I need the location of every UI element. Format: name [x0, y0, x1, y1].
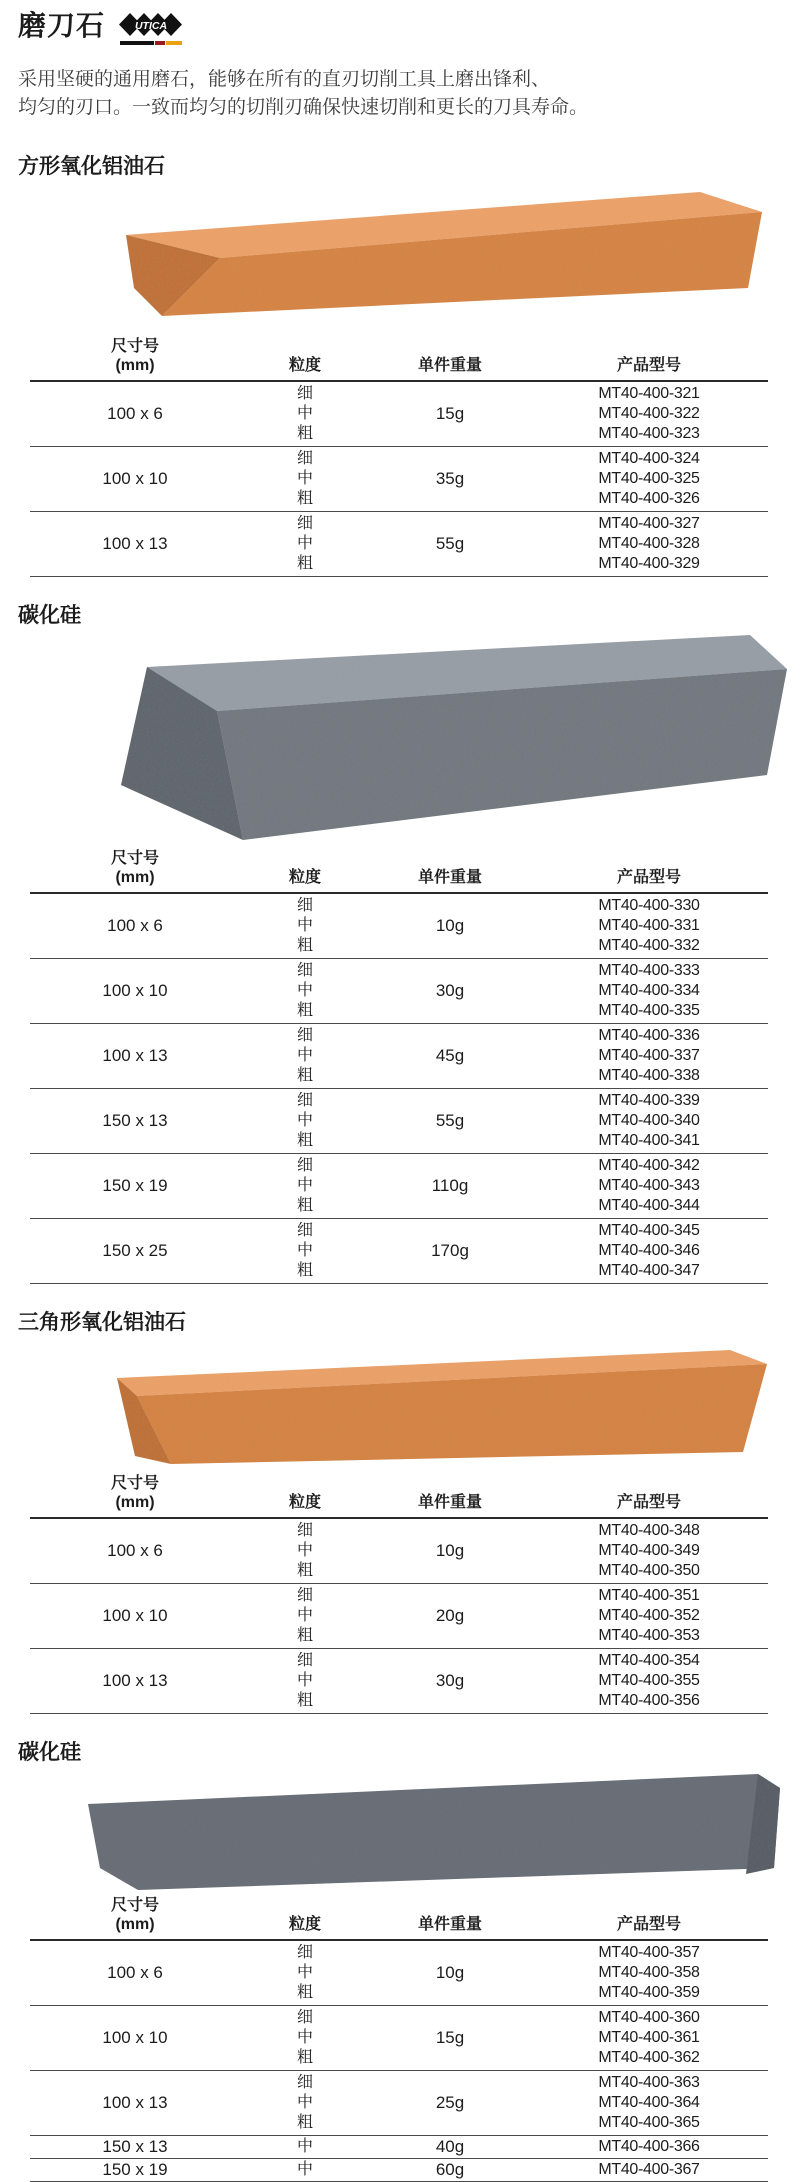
weight-cell: 25g — [435, 2093, 465, 2112]
size-cell: 150 x 19 — [102, 2160, 168, 2179]
description-line-1: 采用坚硬的通用磨石，能够在所有的直刃切削工具上磨出锋利、 — [18, 69, 551, 90]
product-table-square-alumina — [30, 337, 768, 577]
weight-cell: 55g — [435, 1111, 465, 1130]
table-header — [30, 337, 768, 381]
table-body — [30, 1518, 768, 1714]
product-table-triangular-alumina — [30, 1474, 768, 1714]
svg-text:UTICA: UTICA — [134, 20, 168, 32]
product-group-row — [30, 1089, 768, 1154]
weight-cell: 10g — [435, 1963, 465, 1982]
product-group-row — [30, 447, 768, 512]
product-number-cell: MT40-400-321 MT40-400-322 MT40-400-323 — [598, 385, 700, 442]
product-number-cell: MT40-400-348 MT40-400-349 MT40-400-350 — [598, 1522, 700, 1579]
product-number-cell: MT40-400-333 MT40-400-334 MT40-400-335 — [598, 962, 700, 1019]
size-cell: 100 x 6 — [107, 404, 163, 423]
product-number-cell: MT40-400-363 MT40-400-364 MT40-400-365 — [598, 2074, 700, 2131]
section-title-square-alumina: 方形氧化铝油石 — [18, 155, 165, 178]
product-group-row — [30, 1518, 768, 1584]
product-column-header: 产品型号 — [530, 1474, 768, 1518]
product-group-row — [30, 893, 768, 959]
grit-column-header: 粒度 — [240, 337, 370, 381]
size-cell: 100 x 10 — [102, 469, 168, 488]
size-cell: 100 x 13 — [102, 1046, 168, 1065]
size-column-header: 尺寸号 (mm) — [30, 337, 240, 381]
product-group-row — [30, 381, 768, 447]
weight-cell: 170g — [431, 1241, 469, 1260]
product-group-row — [30, 1940, 768, 2006]
grit-cell: 细 中 粗 — [296, 1222, 313, 1279]
size-cell: 100 x 6 — [107, 1963, 163, 1982]
product-number-cell: MT40-400-367 — [598, 2161, 700, 2178]
size-column-header: 尺寸号 (mm) — [30, 1896, 240, 1940]
size-cell: 100 x 6 — [107, 916, 163, 935]
weight-column-header: 单件重量 — [370, 1896, 530, 1940]
size-cell: 150 x 25 — [102, 1241, 168, 1260]
grit-cell: 细 中 粗 — [296, 515, 313, 572]
product-group-row — [30, 1584, 768, 1649]
description-line-2: 均匀的刃口。一致而均匀的切削刃确保快速切削和更长的刀具寿命。 — [18, 97, 589, 118]
weight-cell: 15g — [435, 404, 465, 423]
product-group-row — [30, 2006, 768, 2071]
size-cell: 100 x 13 — [102, 534, 168, 553]
product-group-row — [30, 1024, 768, 1089]
grit-cell: 细 中 粗 — [296, 1522, 313, 1579]
grit-cell: 细 中 粗 — [296, 1587, 313, 1644]
product-column-header: 产品型号 — [530, 849, 768, 893]
product-number-cell: MT40-400-327 MT40-400-328 MT40-400-329 — [598, 515, 700, 572]
table-header — [30, 1474, 768, 1518]
table-body — [30, 1940, 768, 2182]
grit-cell: 细 中 粗 — [296, 1944, 313, 2001]
weight-column-header: 单件重量 — [370, 1474, 530, 1518]
section-title-silicon-carbide-square: 碳化硅 — [18, 604, 81, 627]
grit-cell: 细 中 粗 — [296, 1027, 313, 1084]
size-cell: 100 x 6 — [107, 1541, 163, 1560]
weight-column-header: 单件重量 — [370, 337, 530, 381]
product-number-cell: MT40-400-357 MT40-400-358 MT40-400-359 — [598, 1944, 700, 2001]
product-number-cell: MT40-400-360 MT40-400-361 MT40-400-362 — [598, 2009, 700, 2066]
product-number-cell: MT40-400-342 MT40-400-343 MT40-400-344 — [598, 1157, 700, 1214]
product-group-row — [30, 959, 768, 1024]
grit-cell: 细 中 粗 — [296, 897, 313, 954]
product-group-row — [30, 2159, 768, 2182]
size-column-header: 尺寸号 (mm) — [30, 1474, 240, 1518]
weight-cell: 35g — [435, 469, 465, 488]
table-header — [30, 1896, 768, 1940]
page-header — [0, 0, 800, 50]
stone-illustration — [85, 635, 795, 847]
product-number-cell: MT40-400-366 — [598, 2138, 700, 2155]
product-group-row — [30, 512, 768, 577]
grit-cell: 细 中 粗 — [296, 385, 313, 442]
gray-triangular-stone-image — [78, 1772, 800, 1894]
table-header — [30, 849, 768, 893]
grit-cell: 细 中 粗 — [296, 450, 313, 507]
section-title-triangular-alumina: 三角形氧化铝油石 — [18, 1311, 186, 1334]
grit-column-header: 粒度 — [240, 1896, 370, 1940]
weight-cell: 10g — [435, 1541, 465, 1560]
product-number-cell: MT40-400-351 MT40-400-352 MT40-400-353 — [598, 1587, 700, 1644]
product-column-header: 产品型号 — [530, 1896, 768, 1940]
grit-cell: 细 中 粗 — [296, 2074, 313, 2131]
product-group-row — [30, 1219, 768, 1284]
grit-column-header: 粒度 — [240, 849, 370, 893]
product-number-cell: MT40-400-354 MT40-400-355 MT40-400-356 — [598, 1652, 700, 1709]
utica-brand-logo — [119, 12, 183, 48]
weight-cell: 30g — [435, 1671, 465, 1690]
size-cell: 150 x 19 — [102, 1176, 168, 1195]
orange-rectangular-stone-image — [100, 190, 800, 335]
size-column-header: 尺寸号 (mm) — [30, 849, 240, 893]
grit-cell: 中 — [296, 2138, 313, 2155]
size-cell: 100 x 13 — [102, 1671, 168, 1690]
product-group-row — [30, 2136, 768, 2159]
weight-cell: 110g — [431, 1176, 469, 1195]
product-description — [18, 66, 782, 122]
product-table-silicon-carbide-square — [30, 849, 768, 1284]
product-number-cell: MT40-400-330 MT40-400-331 MT40-400-332 — [598, 897, 700, 954]
size-cell: 150 x 13 — [102, 1111, 168, 1130]
stone-illustration — [75, 1344, 775, 1472]
weight-cell: 40g — [435, 2137, 465, 2156]
orange-triangular-stone-image — [75, 1344, 800, 1472]
weight-cell: 10g — [435, 916, 465, 935]
size-cell: 100 x 10 — [102, 1606, 168, 1625]
size-cell: 100 x 10 — [102, 2028, 168, 2047]
weight-cell: 30g — [435, 981, 465, 1000]
product-number-cell: MT40-400-336 MT40-400-337 MT40-400-338 — [598, 1027, 700, 1084]
page-title: 磨刀石 — [18, 10, 106, 41]
section-title-silicon-carbide-triangular: 碳化硅 — [18, 1741, 81, 1764]
grit-cell: 细 中 粗 — [296, 1157, 313, 1214]
product-group-row — [30, 2071, 768, 2136]
stone-illustration — [78, 1772, 788, 1894]
weight-cell: 60g — [435, 2160, 465, 2179]
product-group-row — [30, 1649, 768, 1714]
size-cell: 100 x 10 — [102, 981, 168, 1000]
grit-cell: 中 — [296, 2161, 313, 2178]
weight-column-header: 单件重量 — [370, 849, 530, 893]
product-column-header: 产品型号 — [530, 337, 768, 381]
weight-cell: 45g — [435, 1046, 465, 1065]
stone-illustration — [100, 190, 780, 335]
table-body — [30, 381, 768, 577]
grit-cell: 细 中 粗 — [296, 962, 313, 1019]
weight-cell: 15g — [435, 2028, 465, 2047]
utica-diamonds-icon — [119, 12, 183, 48]
product-group-row — [30, 1154, 768, 1219]
size-cell: 100 x 13 — [102, 2093, 168, 2112]
product-number-cell: MT40-400-324 MT40-400-325 MT40-400-326 — [598, 450, 700, 507]
product-table-silicon-carbide-triangular — [30, 1896, 768, 2182]
grit-cell: 细 中 粗 — [296, 1652, 313, 1709]
grit-cell: 细 中 粗 — [296, 2009, 313, 2066]
gray-rectangular-stone-image — [85, 635, 800, 847]
table-body — [30, 893, 768, 1284]
grit-column-header: 粒度 — [240, 1474, 370, 1518]
weight-cell: 55g — [435, 534, 465, 553]
grit-cell: 细 中 粗 — [296, 1092, 313, 1149]
product-number-cell: MT40-400-339 MT40-400-340 MT40-400-341 — [598, 1092, 700, 1149]
weight-cell: 20g — [435, 1606, 465, 1625]
size-cell: 150 x 13 — [102, 2137, 168, 2156]
product-number-cell: MT40-400-345 MT40-400-346 MT40-400-347 — [598, 1222, 700, 1279]
